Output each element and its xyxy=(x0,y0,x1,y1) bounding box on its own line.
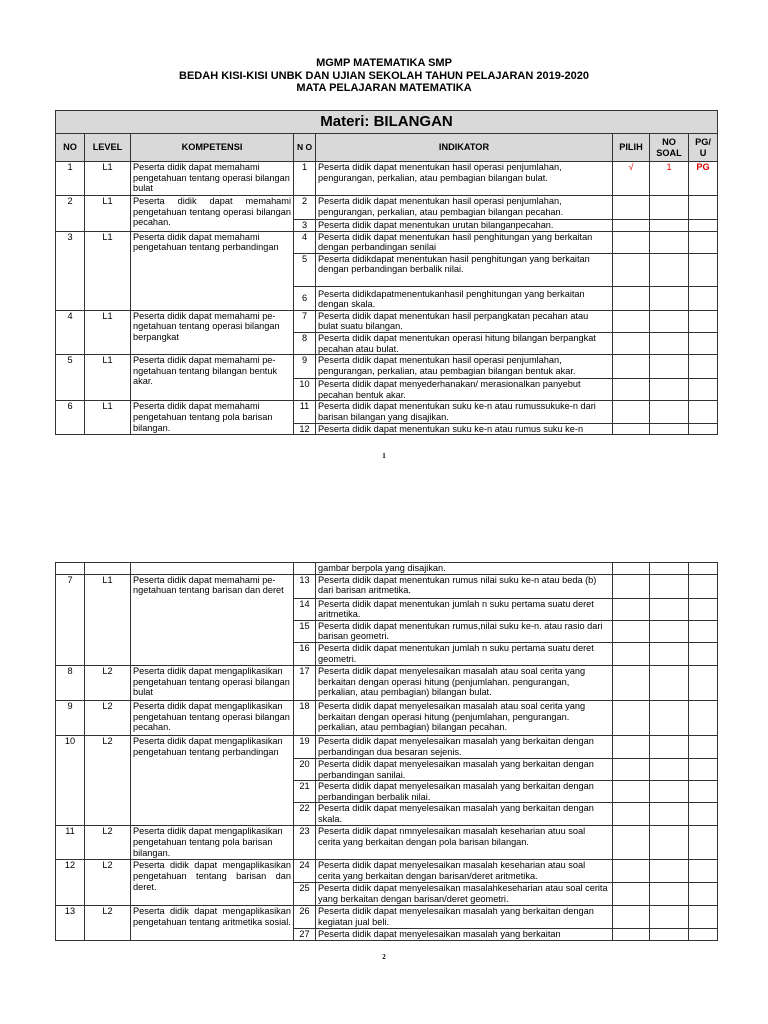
indikator-text: gambar berpola yang disajikan. xyxy=(316,563,613,575)
row-no: 1 xyxy=(56,162,85,196)
indikator-number: 12 xyxy=(294,423,316,435)
indikator-text: Peserta didik dapat menentukan suku ke-n atau rumus suku ke-n xyxy=(316,423,613,435)
kisi-kisi-table-page-1 xyxy=(55,110,718,435)
row-kompetensi: Peserta didik dapat mengaplikasikan pengetahuan tentang operasi bilangan bulat xyxy=(131,665,294,700)
row-no: 6 xyxy=(56,401,85,435)
indikator-number: 9 xyxy=(294,355,316,379)
indikator-number: 15 xyxy=(294,620,316,642)
row-level: L2 xyxy=(85,906,131,941)
row-kompetensi: Peserta didik dapat memahami pengetahuan tentang perbandingan xyxy=(131,231,294,310)
indikator-text: Peserta didik dapat menyelesaikan masalah yang berkaitan dengan perbandingan sanilai. xyxy=(316,758,613,780)
indikator-number: 8 xyxy=(294,332,316,354)
indikator-number: 23 xyxy=(294,826,316,860)
table-row xyxy=(56,665,718,700)
row-kompetensi: Peserta didik dapat memahami pe-ngetahuan tentang operasi bilangan berpangkat xyxy=(131,310,294,354)
indikator-number: 25 xyxy=(294,883,316,906)
indikator-number: 2 xyxy=(294,196,316,220)
row-level: L2 xyxy=(85,860,131,906)
row-no: 7 xyxy=(56,574,85,665)
row-level: L1 xyxy=(85,401,131,435)
table-row xyxy=(56,310,718,332)
row-level: L1 xyxy=(85,162,131,196)
row-kompetensi: Peserta didik dapat mengaplikasikan pengetahuan tentang perbandingan xyxy=(131,735,294,825)
indikator-number: 21 xyxy=(294,781,316,803)
indikator-number: 20 xyxy=(294,758,316,780)
col-header-kompetensi: KOMPETENSI xyxy=(131,134,294,162)
row-kompetensi: Peserta didik dapat memahami pengetahuan tentang operasi bilangan pecahan. xyxy=(131,196,294,232)
row-no: 8 xyxy=(56,665,85,700)
indikator-number: 5 xyxy=(294,253,316,286)
col-header-no-soal-short: N O xyxy=(294,134,316,162)
indikator-number: 4 xyxy=(294,231,316,253)
kisi-kisi-table-page-2 xyxy=(55,562,718,941)
indikator-text: Peserta didik dapat menyelesaikan masalah yang berkaitan dengan perbandingan berbalik nilai. xyxy=(316,781,613,803)
indikator-text: Peserta didik dapat menyelesaikan masalah yang berkaitan xyxy=(316,929,613,941)
table-row xyxy=(56,700,718,735)
indikator-text: Peserta didik dapat menentukan hasil perpangkatan pecahan atau bulat suatu bilangan. xyxy=(316,310,613,332)
indikator-number: 26 xyxy=(294,906,316,929)
indikator-text: Peserta didik dapat nmnyelesaikan masalah keseharian atuu soal cerita yang berkaitan dengan pola barisan bilangan. xyxy=(316,826,613,860)
indikator-number: 17 xyxy=(294,665,316,700)
row-level: L1 xyxy=(85,231,131,310)
indikator-number: 10 xyxy=(294,379,316,401)
indikator-text: Peserta didik dapat menyelesaikan masalah yang berkaitan dengan skala. xyxy=(316,803,613,826)
row-level: L1 xyxy=(85,310,131,354)
row-no: 12 xyxy=(56,860,85,906)
indikator-number: 3 xyxy=(294,220,316,232)
row-no: 3 xyxy=(56,231,85,310)
indikator-text: Peserta didik dapat menyelesaikan masalah keseharian atau soal cerita yang berkaitan dengan barisan/deret aritmetika. xyxy=(316,860,613,883)
document-header xyxy=(0,57,768,95)
row-level: L2 xyxy=(85,826,131,860)
indikator-text: Peserta didik dapat menentukan hasil operasi penjumlahan, pengurangan, perkalian, atau pembagian bilangan bulat. xyxy=(316,162,613,196)
table-row xyxy=(56,860,718,883)
indikator-text: Peserta didik dapat menentukan hasil penghitungan yang berkaitan dengan perbandingan senilai xyxy=(316,231,613,253)
indikator-text: Peserta didik dapat menentukan jumlah n suku pertama suatu deret aritmetika. xyxy=(316,598,613,620)
pg-u-value: PG xyxy=(689,162,718,196)
row-kompetensi: Peserta didik dapat memahami pengetahuan tentang operasi bilangan bulat xyxy=(131,162,294,196)
row-kompetensi: Peserta didik dapat memahami pe-ngetahuan tentang bilangan bentuk akar. xyxy=(131,355,294,401)
col-header-level: LEVEL xyxy=(85,134,131,162)
row-no: 11 xyxy=(56,826,85,860)
row-kompetensi: Peserta didik dapat memahami pe-ngetahuan tentang barisan dan deret xyxy=(131,574,294,665)
row-kompetensi: Peserta didik dapat mengaplikasikan pengetahuan tentang pola barisan bilangan. xyxy=(131,826,294,860)
table-row xyxy=(56,401,718,423)
indikator-text: Peserta didik dapat menentukan operasi hitung bilangan berpangkat pecahan atau bulat. xyxy=(316,332,613,354)
indikator-text: Peserta didikdapat menentukan hasil penghitungan yang berkaitan dengan perbandingan berbalik nilai. xyxy=(316,253,613,286)
row-no: 13 xyxy=(56,906,85,941)
row-kompetensi: Peserta didik dapat mengaplikasikan pengetahuan tentang barisan dan deret. xyxy=(131,860,294,906)
table-row xyxy=(56,574,718,598)
row-kompetensi: Peserta didik dapat memahami pengetahuan tentang pola barisan bilangan. xyxy=(131,401,294,435)
table-row xyxy=(56,735,718,758)
row-level: L1 xyxy=(85,574,131,665)
row-kompetensi: Peserta didik dapat mengaplikasikan pengetahuan tentang operasi bilangan pecahan. xyxy=(131,700,294,735)
indikator-text: Peserta didik dapat menentukan urutan bilanganpecahan. xyxy=(316,220,613,232)
header-line-3: MATA PELAJARAN MATEMATIKA xyxy=(296,82,472,94)
indikator-text: Peserta didikdapatmenentukanhasil penghitungan yang berkaitan dengan skala. xyxy=(316,286,613,310)
col-header-pg-u: PG/ U xyxy=(689,134,718,162)
table-row xyxy=(56,563,718,575)
table-row xyxy=(56,196,718,220)
no-soal-value: 1 xyxy=(650,162,689,196)
row-no: 5 xyxy=(56,355,85,401)
indikator-text: Peserta didik dapat menentukan jumlah n suku pertama suatu deret geometri. xyxy=(316,642,613,665)
col-header-no: NO xyxy=(56,134,85,162)
row-no: 10 xyxy=(56,735,85,825)
row-level: L2 xyxy=(85,665,131,700)
indikator-text: Peserta didik dapat menyelesaikan masalah yang berkaitan dengan kegiatan jual beli. xyxy=(316,906,613,929)
table-row xyxy=(56,906,718,929)
header-line-2: BEDAH KISI-KISI UNBK DAN UJIAN SEKOLAH TAHUN PELAJARAN 2019-2020 xyxy=(179,69,589,82)
indikator-number: 1 xyxy=(294,162,316,196)
row-level: L2 xyxy=(85,735,131,825)
indikator-text: Peserta didik dapat menentukan hasil operasi penjumlahan, pengurangan, perkalian, atau pembagian bilangan pecahan. xyxy=(316,196,613,220)
row-no: 2 xyxy=(56,196,85,232)
indikator-number: 22 xyxy=(294,803,316,826)
header-line-1: MGMP MATEMATIKA SMP xyxy=(316,57,452,69)
indikator-number: 7 xyxy=(294,310,316,332)
indikator-number: 24 xyxy=(294,860,316,883)
indikator-number: 27 xyxy=(294,929,316,941)
page-number-1: 1 xyxy=(382,452,386,460)
table-row xyxy=(56,162,718,196)
indikator-text: Peserta didik dapat menyelesaikan masalah yang berkaitan dengan perbandingan dua besaran sejenis. xyxy=(316,735,613,758)
table-row xyxy=(56,231,718,253)
row-no: 4 xyxy=(56,310,85,354)
indikator-number: 11 xyxy=(294,401,316,423)
indikator-text: Peserta didik dapat menyelesaikan masalah atau soal cerita yang berkaitan dengan operasi hitung (penjumlahan. pengurangan, perkalian, atau pembagian) bilangan bulat. xyxy=(316,665,613,700)
materi-title: Materi: BILANGAN xyxy=(56,111,718,134)
indikator-text: Peserta didik dapat menentukan suku ke-n atau rumussukuke-n dari barisan bilangan yang disajikan. xyxy=(316,401,613,423)
row-kompetensi: Peserta didik dapat mengaplikasikan pengetahuan tentang aritmetika sosial. xyxy=(131,906,294,941)
table-row xyxy=(56,826,718,860)
row-level: L1 xyxy=(85,196,131,232)
pilih-check: √ xyxy=(613,162,650,196)
table-row xyxy=(56,355,718,379)
col-header-pilih: PILIH xyxy=(613,134,650,162)
indikator-number: 14 xyxy=(294,598,316,620)
indikator-text: Peserta didik dapat menentukan hasil operasi penjumlahan, pengurangan, perkalian, atau pembagian bilangan bentuk akar. xyxy=(316,355,613,379)
row-no: 9 xyxy=(56,700,85,735)
row-level: L2 xyxy=(85,700,131,735)
page-number-2: 2 xyxy=(382,953,386,961)
col-header-indikator: INDIKATOR xyxy=(316,134,613,162)
indikator-number: 6 xyxy=(294,286,316,310)
indikator-text: Peserta didik dapat menyelesaikan masalah atau soal cerita yang berkaitan dengan operasi hitung (penjumlahan, pengurangan. perkalian, atau pembagian) bilangan pecahan. xyxy=(316,700,613,735)
col-header-no-soal: NO SOAL xyxy=(650,134,689,162)
indikator-text: Peserta didik dapat menyederhanakan/ merasionalkan panyebut pecahan bentuk akar. xyxy=(316,379,613,401)
row-level: L1 xyxy=(85,355,131,401)
indikator-number: 16 xyxy=(294,642,316,665)
indikator-number: 19 xyxy=(294,735,316,758)
indikator-text: Peserta didik dapat menyelesaikan masalahkeseharian atau soal cerita yang berkaitan dengan barisan/deret geometri. xyxy=(316,883,613,906)
indikator-number: 13 xyxy=(294,574,316,598)
indikator-number: 18 xyxy=(294,700,316,735)
indikator-text: Peserta didik dapat menentukan rumus nilai suku ke-n atau beda (b) dari barisan aritmetika. xyxy=(316,574,613,598)
indikator-text: Peserta didik dapat menentukan rumus,nilai suku ke-n. atau rasio dari barisan geometri. xyxy=(316,620,613,642)
